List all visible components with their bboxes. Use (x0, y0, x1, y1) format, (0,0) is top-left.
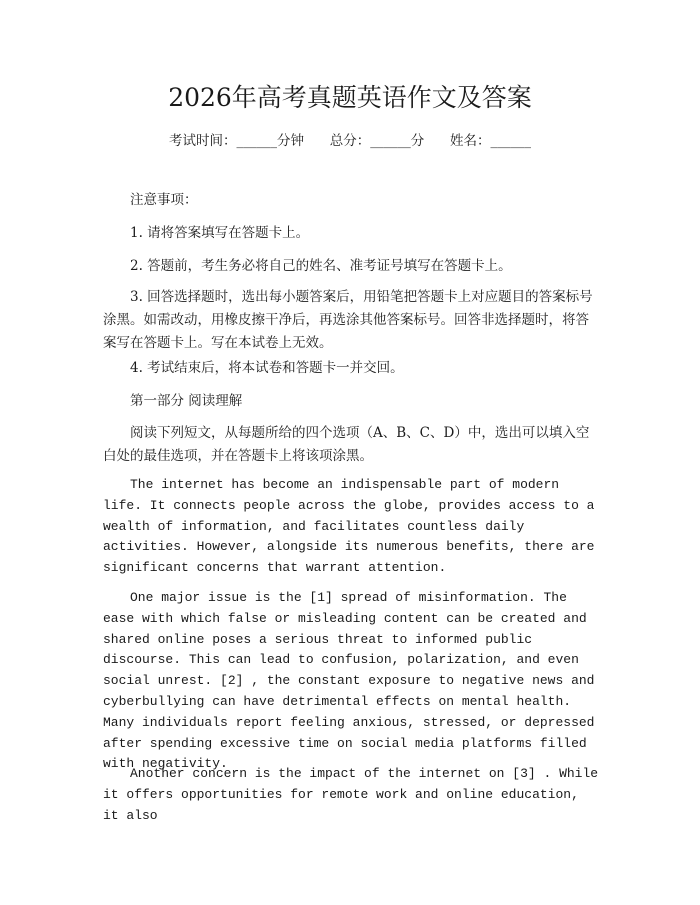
page-title: 2026年高考真题英语作文及答案 (168, 83, 532, 112)
notice-item-1: 1. 请将答案填写在答题卡上。 (130, 225, 310, 241)
passage-paragraph-2: One major issue is the [1] spread of misinformation. The ease with which false or misleading content can be created and shared online poses a serious threat to informed public discourse. This can lead to confusion, polarization, and even social unrest. [2] , the constant exposure to negative news and cyberbullying can have detrimental effects on mental health. Many individuals report feeling anxious, stressed, or depressed after spending excessive time on social media platforms filled with negativity. (103, 590, 595, 772)
passage-paragraph-1: The internet has become an indispensable part of modern life. It connects people across the globe, provides access to a wealth of information, and facilitates countless daily activities. However, alongside its numerous benefits, there are significant concerns that warrant attention. (103, 477, 595, 576)
reading-instruction: 阅读下列短文，从每题所给的四个选项（A、B、C、D）中，选出可以填入空白处的最佳选项，并在答题卡上将该项涂黑。 (103, 425, 590, 464)
notice-heading: 注意事项： (130, 192, 198, 208)
passage-paragraph-3: Another concern is the impact of the internet on [3] . While it offers opportunities for remote work and online education, it also (103, 766, 599, 823)
section-title: 第一部分 阅读理解 (130, 393, 243, 409)
exam-info-line: 考试时间：______分钟 总分：______分 姓名：______ (169, 133, 531, 149)
notice-item-4: 4. 考试结束后，将本试卷和答题卡一并交回。 (130, 360, 404, 376)
notice-item-3: 3. 回答选择题时，选出每小题答案后，用铅笔把答题卡上对应题目的答案标号涂黑。如需改动，用橡皮擦干净后，再选涂其他答案标号。回答非选择题时，将答案写在答题卡上。写在本试卷上无效。 (103, 289, 593, 351)
notice-item-2: 2. 答题前，考生务必将自己的姓名、准考证号填写在答题卡上。 (130, 258, 512, 274)
